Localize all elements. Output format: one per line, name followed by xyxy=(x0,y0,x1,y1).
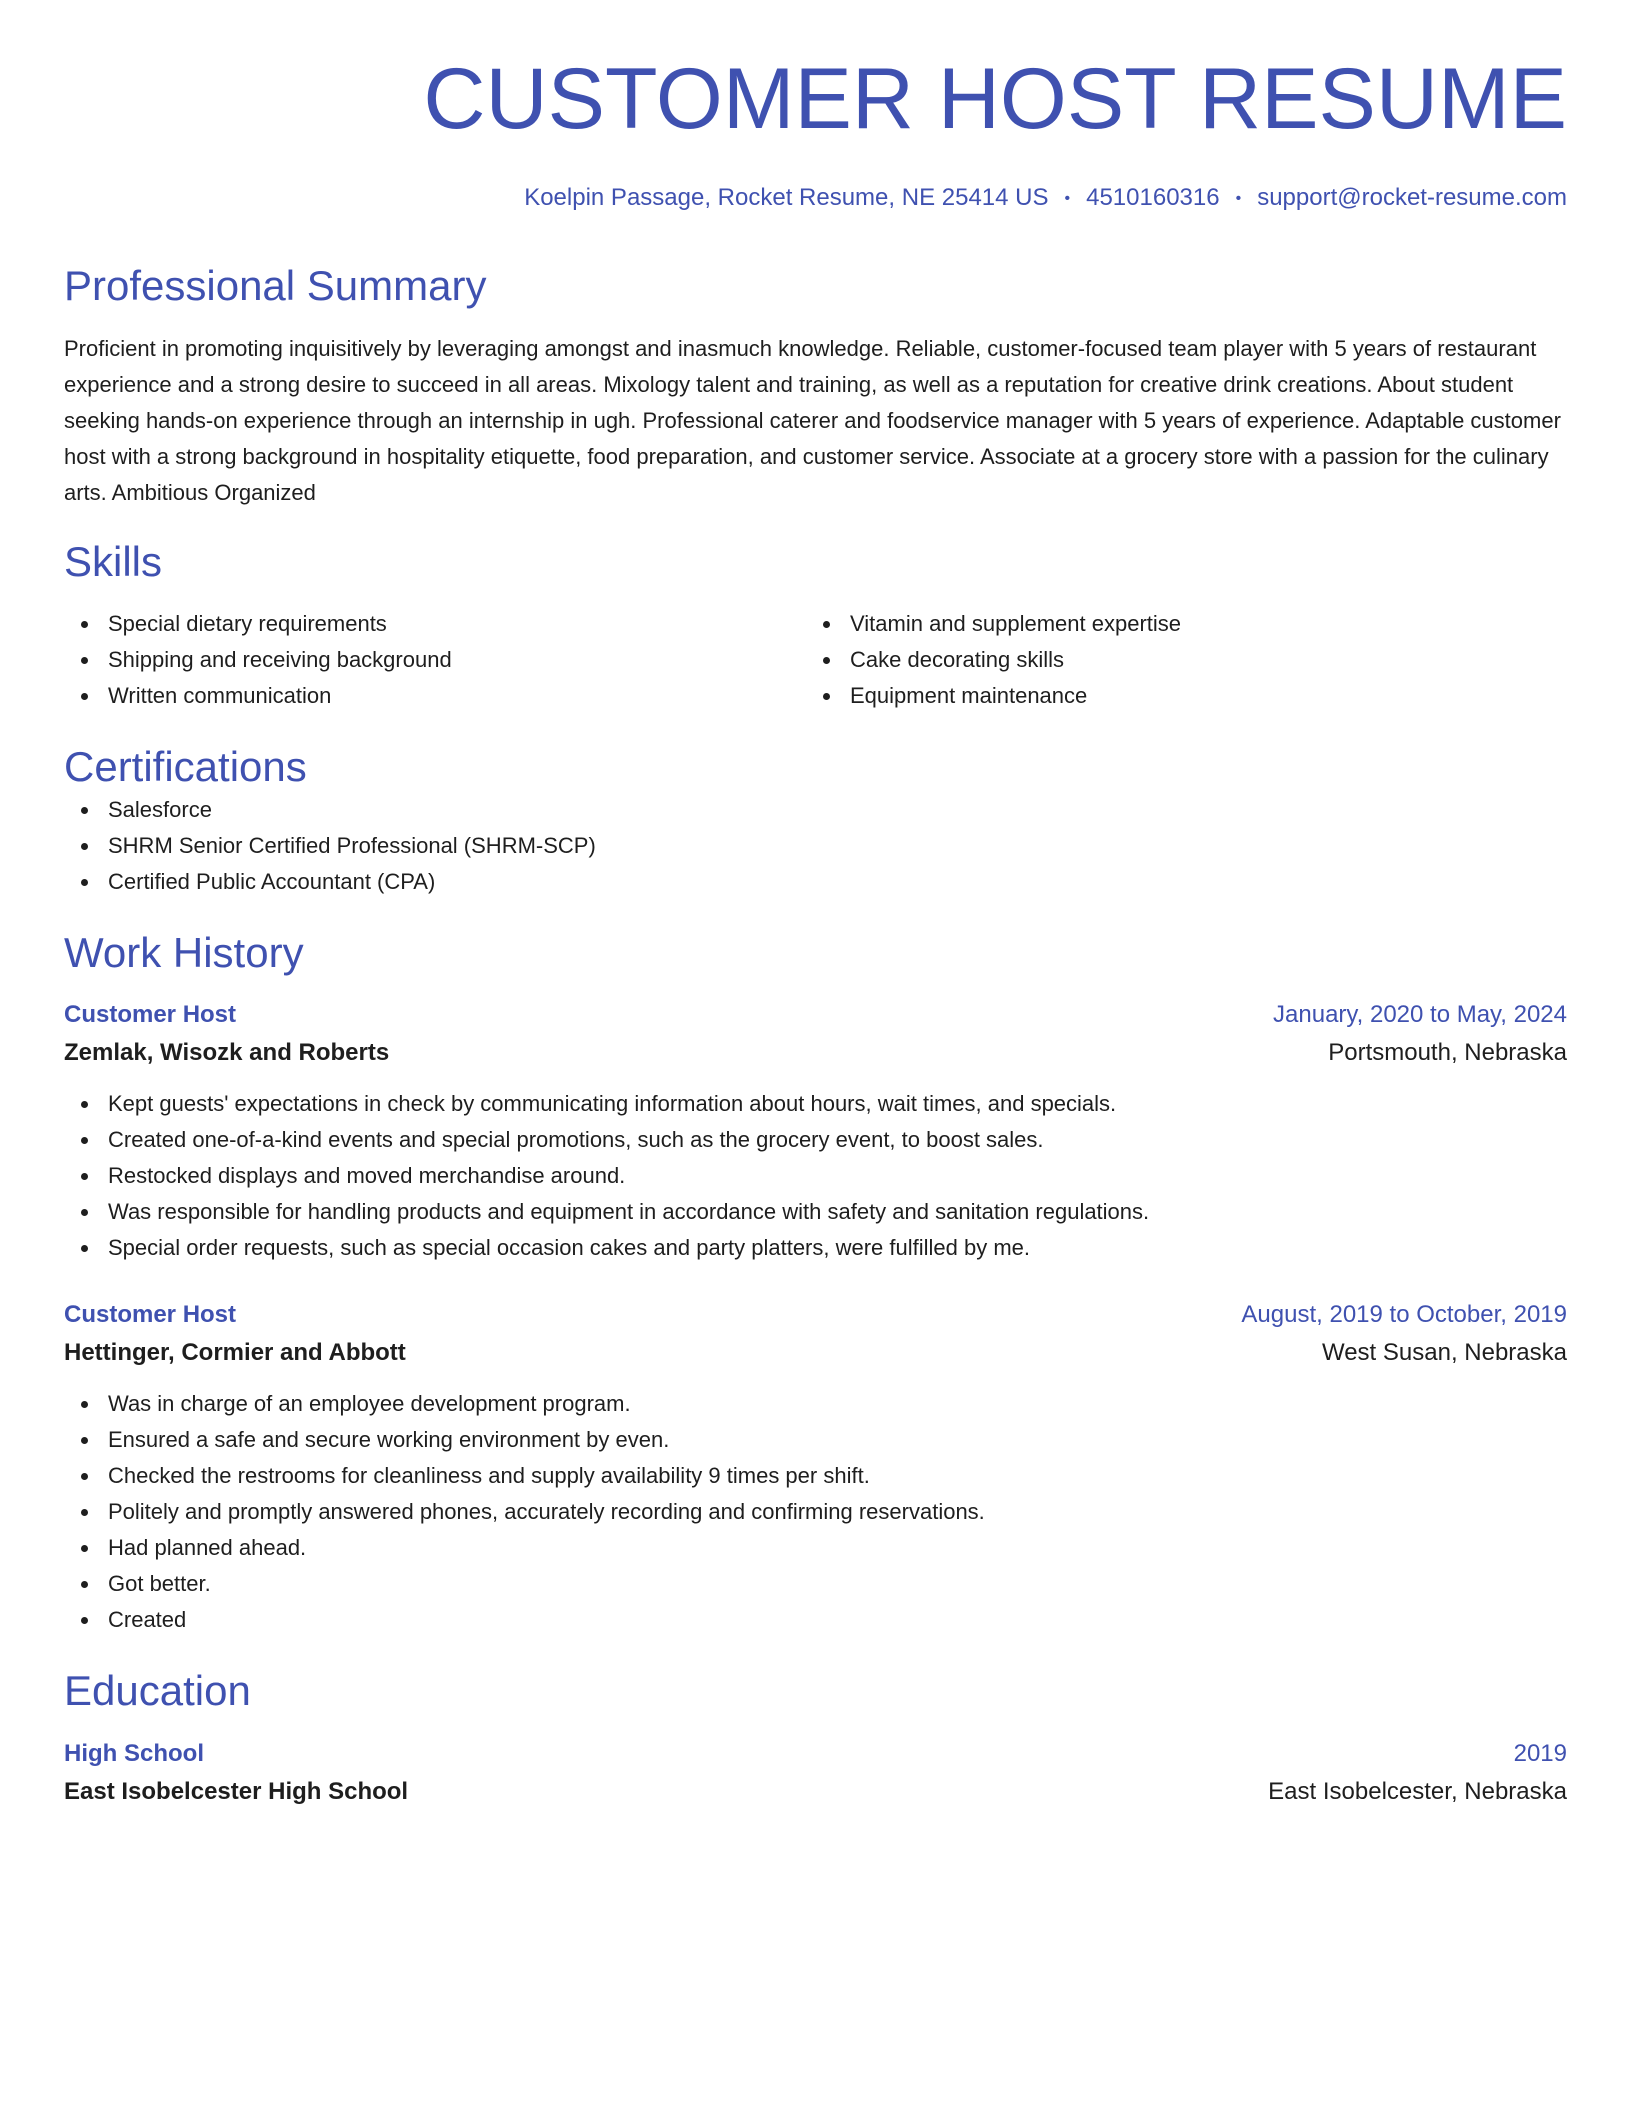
skill-item: Equipment maintenance xyxy=(850,678,1548,714)
job-dates: January, 2020 to May, 2024 xyxy=(1273,1001,1567,1029)
education-header-row xyxy=(64,1735,1567,1773)
skill-item: Special dietary requirements xyxy=(108,606,806,642)
job-duty-item: Restocked displays and moved merchandise around. xyxy=(108,1158,1567,1194)
contact-phone: 4510160316 xyxy=(1086,184,1220,211)
job-dates: August, 2019 to October, 2019 xyxy=(1241,1301,1567,1329)
job-duty-item: Ensured a safe and secure working environment by even. xyxy=(108,1422,1567,1458)
job-employer-row xyxy=(64,1034,1567,1072)
education-degree: High School xyxy=(64,1739,204,1767)
contact-separator: • xyxy=(1064,190,1071,207)
skills-list-left xyxy=(64,606,806,714)
section-title-education: Education xyxy=(64,1667,251,1715)
job-location: Portsmouth, Nebraska xyxy=(1328,1039,1567,1067)
education-year: 2019 xyxy=(1513,1739,1567,1767)
job-entry xyxy=(64,1296,1567,1638)
resume-page xyxy=(64,0,1567,1811)
job-duty-item: Created xyxy=(108,1602,1567,1638)
skill-item: Shipping and receiving background xyxy=(108,642,806,678)
certification-item: Salesforce xyxy=(108,792,1567,828)
job-duty-item: Had planned ahead. xyxy=(108,1530,1567,1566)
job-role: Customer Host xyxy=(64,1301,237,1329)
job-duty-item: Special order requests, such as special occasion cakes and party platters, were fulfilled by me. xyxy=(108,1230,1567,1266)
education-entry xyxy=(64,1735,1567,1811)
section-title-certifications: Certifications xyxy=(64,742,307,790)
skill-item: Written communication xyxy=(108,678,806,714)
job-location: West Susan, Nebraska xyxy=(1321,1339,1567,1367)
job-duties-list xyxy=(64,1086,1567,1266)
job-duty-item: Kept guests' expectations in check by communicating information about hours, wait times, and specials. xyxy=(108,1086,1567,1122)
certification-item: Certified Public Accountant (CPA) xyxy=(108,864,1567,900)
education-school-row xyxy=(64,1773,1567,1811)
job-duty-item: Created one-of-a-kind events and special promotions, such as the grocery event, to boost sales. xyxy=(108,1122,1567,1158)
section-title-summary: Professional Summary xyxy=(64,261,487,309)
certification-item: SHRM Senior Certified Professional (SHRM-SCP) xyxy=(108,828,1567,864)
job-duty-item: Was in charge of an employee development program. xyxy=(108,1386,1567,1422)
job-entry xyxy=(64,996,1567,1266)
resume-header xyxy=(64,0,1567,213)
job-employer: Zemlak, Wisozk and Roberts xyxy=(64,1039,390,1067)
job-duty-item: Was responsible for handling products and equipment in accordance with safety and sanitation regulations. xyxy=(108,1194,1567,1230)
job-employer: Hettinger, Cormier and Abbott xyxy=(64,1339,406,1367)
skill-item: Vitamin and supplement expertise xyxy=(850,606,1548,642)
job-role: Customer Host xyxy=(64,1001,237,1029)
contact-line xyxy=(64,184,1567,213)
skills-list-right xyxy=(806,606,1548,714)
summary-text: Proficient in promoting inquisitively by leveraging amongst and inasmuch knowledge. Reliable, customer-focused team player with 5 years of restaurant experience and a strong desire to succeed in all areas. Mixology talent and training, as well as a reputation for creative drink creations. About student seeking hands-on experience through an internship in ugh. Professional caterer and foodservice manager with 5 years of experience. Adaptable customer host with a strong background in hospitality etiquette, food preparation, and customer service. Associate at a grocery store with a passion for the culinary arts. Ambitious Organized xyxy=(64,336,1561,506)
skills-grid xyxy=(64,606,1567,714)
education-location: East Isobelcester, Nebraska xyxy=(1268,1777,1567,1805)
job-duty-item: Got better. xyxy=(108,1566,1567,1602)
job-duty-item: Checked the restrooms for cleanliness and supply availability 9 times per shift. xyxy=(108,1458,1567,1494)
education-school: East Isobelcester High School xyxy=(64,1777,409,1805)
contact-email[interactable]: support@rocket-resume.com xyxy=(1257,184,1567,211)
section-title-skills: Skills xyxy=(64,538,163,586)
job-employer-row xyxy=(64,1334,1567,1372)
job-header-row xyxy=(64,996,1567,1034)
job-header-row xyxy=(64,1296,1567,1334)
contact-separator: • xyxy=(1235,190,1242,207)
section-title-work-history: Work History xyxy=(64,928,304,976)
resume-title: CUSTOMER HOST RESUME xyxy=(423,51,1567,147)
job-duty-item: Politely and promptly answered phones, accurately recording and confirming reservations. xyxy=(108,1494,1567,1530)
skill-item: Cake decorating skills xyxy=(850,642,1548,678)
contact-address: Koelpin Passage, Rocket Resume, NE 25414 US xyxy=(524,184,1049,211)
certifications-list xyxy=(64,792,1567,900)
job-duties-list xyxy=(64,1386,1567,1638)
